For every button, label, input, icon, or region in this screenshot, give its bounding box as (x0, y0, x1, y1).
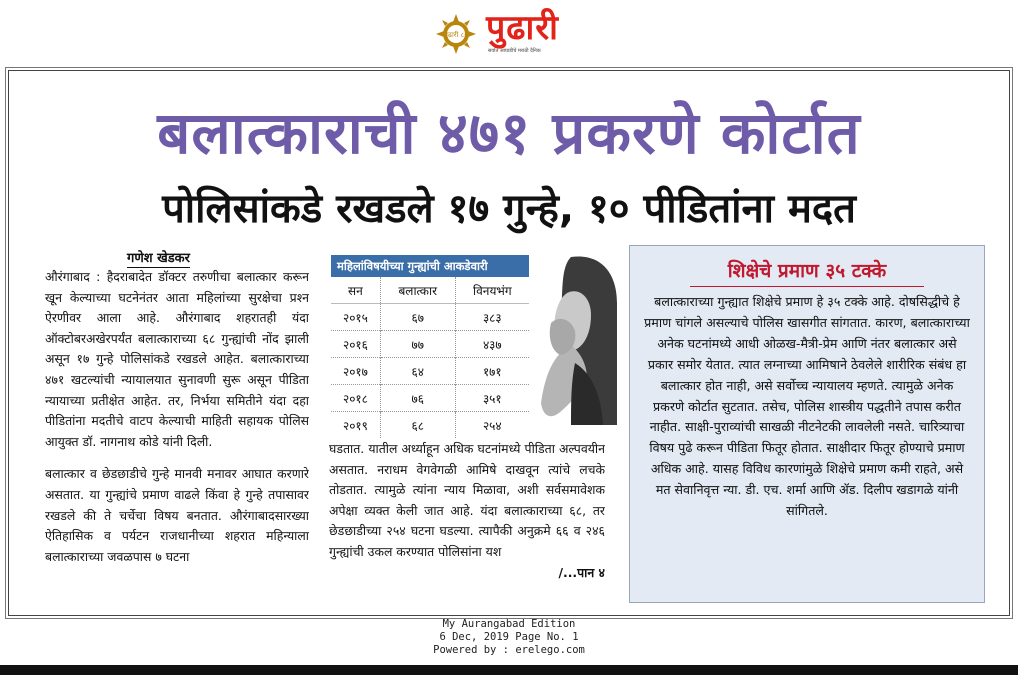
cell-molestation: २५४ (455, 412, 529, 439)
cell-year: २०१९ (331, 412, 380, 439)
sidebar-title: शिक्षेचे प्रमाण ३५ टक्के (727, 260, 887, 282)
cell-molestation: ३८३ (455, 304, 529, 331)
cell-rape: ६८ (380, 412, 455, 439)
article-paragraph: बलात्कार व छेडछाडीचे गुन्हे मानवी मनावर आघात करणारे असतात. या गुन्ह्यांचे प्रमाण वाढले किंवा हे गुन्हे तपासावर रखडले की ते चर्चेचा विषय बनतात. औरंगाबादसारख्या ऐतिहासिक व पर्यटन राजधानीच्या शहरात महिन्याला बलात्काराच्या जवळपास ७ घटना (45, 466, 309, 564)
table-title: महिलांविषयीच्या गुन्ह्यांची आकडेवारी (331, 255, 529, 277)
sidebar-divider (690, 286, 924, 287)
sidebar-body: बलात्काराच्या गुन्ह्यात शिक्षेचे प्रमाण हे ३५ टक्के आहे. दोषसिद्धीचे हे प्रमाण चांगले असल्याचे पोलिस खासगीत सांगतात. कारण, बलात्काराच्या अनेक घटनांमध्ये आधी ओळख-मैत्री-प्रेम आणि नंतर बलात्कार असे प्रकार समोर येतात. त्यात लग्नाच्या आमिषाने ठेवलेले शारीरिक संबंध हा बलात्कार होत नाही, असे सर्वोच्च न्यायालय म्हणते. त्यामुळे अनेक प्रकरणे कोर्टात सुटतात. तसेच, पोलिस शास्त्रीय पद्धतीने तपास करीत नाहीत. साक्षी-पुराव्यांची साखळी नीटनेटकी लावलेली नसते. चारित्र्याचा विषय पुढे करून पीडिता फितूर होतात. साक्षीदार फितूर होण्याचे प्रमाण अधिक आहे. यासह विविध कारणांमुळे शिक्षेचे प्रमाण कमी राहते, असे मत सेवानिवृत्त न्या. डी. एच. शर्मा आणि ॲड. दिलीप खडागळे यांनी सांगितले. (644, 294, 970, 519)
footer-date-page: 6 Dec, 2019 Page No. 1 (439, 631, 579, 643)
article-paragraph: घडतात. यातील अर्ध्याहून अधिक घटनांमध्ये पीडिता अल्पवयीन असतात. नराधम वेगवेगळी आमिषे दाखवून त्यांचे लचके तोडतात. त्यामुळे त्यांना न्याय मिळावा, अशी सर्वसमावेशक अपेक्षा व्यक्‍त केली जात आहे. यंदा बलात्काराच्या ६८, तर छेडछाडीच्या २५४ घटना घडल्या. त्यापैकी अनुक्रमे ६६ व २४६ गुन्ह्यांची उकल करण्यात पोलिसांना यश (329, 441, 605, 559)
cell-rape: ६४ (380, 358, 455, 385)
table-row (331, 358, 529, 385)
distressed-woman-illustration-icon (531, 253, 617, 425)
table-row (331, 304, 529, 331)
conviction-rate-sidebar (629, 245, 985, 603)
footer-powered-by: Powered by : erelego.com (433, 644, 585, 656)
subheadline: पोलिसांकडे रखडले १७ गुन्हे, १० पीडितांना मदत (162, 186, 856, 232)
cell-rape: ६७ (380, 304, 455, 331)
footer-edition: My Aurangabad Edition (442, 618, 576, 630)
article-column-1 (45, 267, 309, 613)
article-column-2 (329, 439, 605, 603)
pudhari-emblem-icon (436, 14, 476, 54)
header-molestation: विनयभंग (455, 277, 529, 304)
bottom-bar (0, 665, 1018, 675)
header-rape: बलात्कार (380, 277, 455, 304)
logo-tagline: सर्वात आघाडीचे मराठी दैनिक (488, 48, 541, 54)
masthead (0, 0, 1018, 66)
cell-year: २०१८ (331, 385, 380, 412)
article-paragraph: औरंगाबाद : हैदराबादेत डॉक्टर तरुणीचा बलात्कार करून खून केल्याच्या घटनेनंतर आता महिलांच्या सुरक्षेचा प्रश्‍न ऐरणीवर आला आहे. औरंगाबाद शहरातही यंदा ऑक्टोबरअखेरपर्यंत बलात्काराच्या ६८ गुन्ह्यांची नोंद झाली असून १७ गुन्हे पोलिसांकडे रखडले आहेत. बलात्काराच्या ४७१ खटल्यांची न्यायालयात सुनावणी सुरू असून पीडिता न्यायाच्या प्रतीक्षेत आहेत. तर, निर्भया समितीने यंदा दहा पीडितांना मदतीचे वाटप केल्याची माहिती सहायक पोलिस आयुक्‍त डॉ. नागनाथ कोडे यांनी दिली. (45, 269, 309, 449)
stats-table (331, 277, 529, 438)
page-footer (0, 618, 1018, 657)
cell-molestation: १७१ (455, 358, 529, 385)
cell-rape: ७६ (380, 385, 455, 412)
pudhari-logo: पुढारी (486, 8, 559, 48)
byline: गणेश खेडकर (127, 251, 190, 266)
cell-rape: ७७ (380, 331, 455, 358)
cell-year: २०१५ (331, 304, 380, 331)
emblem-text: पुढारी ८० (444, 31, 468, 39)
continued-on-page: /...पान ४ (558, 564, 605, 580)
cell-molestation: ३५१ (455, 385, 529, 412)
crime-stats-table (331, 255, 529, 433)
table-row (331, 385, 529, 412)
headline: बलात्काराची ४७१ प्रकरणे कोर्टात (157, 99, 861, 167)
cell-year: २०१७ (331, 358, 380, 385)
table-row (331, 331, 529, 358)
cell-molestation: ४३७ (455, 331, 529, 358)
header-year: सन (331, 277, 380, 304)
cell-year: २०१६ (331, 331, 380, 358)
table-header-row (331, 277, 529, 304)
article-clipping (8, 70, 1010, 616)
table-row (331, 412, 529, 439)
